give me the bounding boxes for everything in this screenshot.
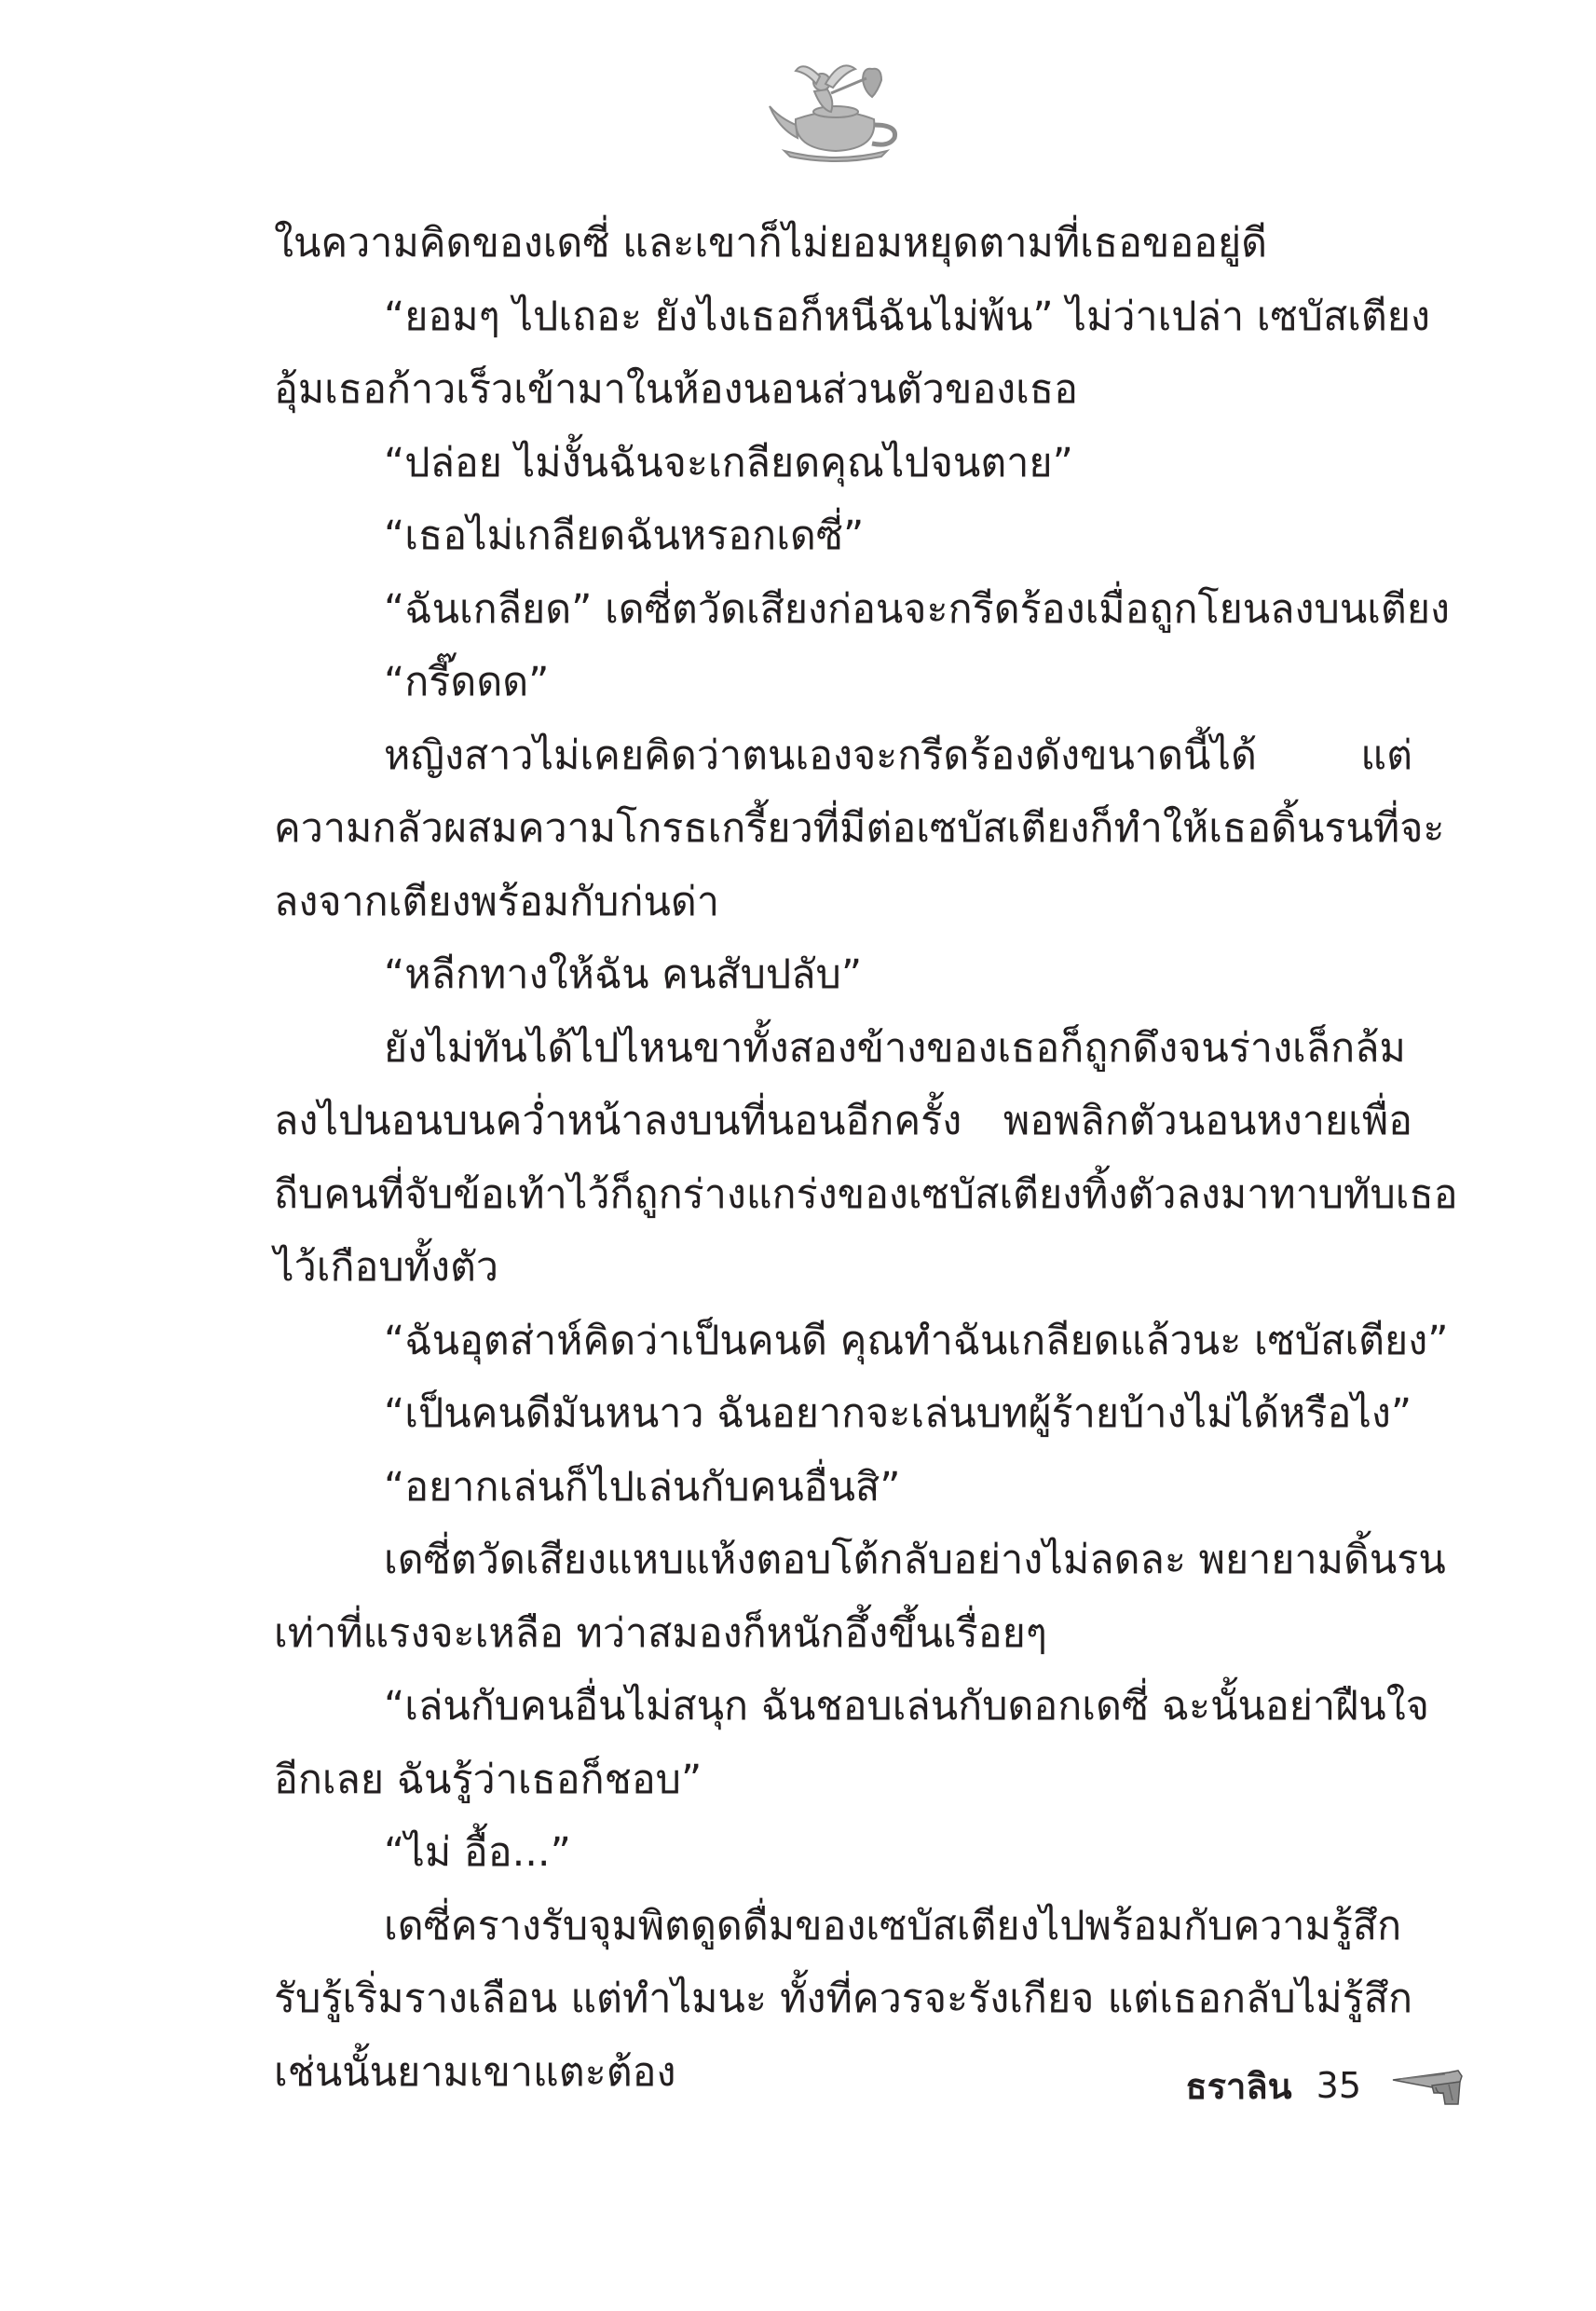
text-line: “ปล่อย ไม่งั้นฉันจะเกลียดคุณไปจนตาย” <box>384 439 1073 486</box>
text-line: ลงจากเตียงพร้อมกับก่นด่า <box>274 878 719 925</box>
text-line: “อยากเล่นก็ไปเล่นกับคนอื่นสิ” <box>384 1463 901 1511</box>
page-number: 35 <box>1316 2065 1361 2106</box>
text-line: เท่าที่แรงจะเหลือ ทว่าสมองก็หนักอึ้งขึ้นเรื่อยๆ <box>274 1609 1047 1657</box>
pistol-icon <box>1391 2065 1467 2106</box>
cupid-teapot-icon <box>766 54 906 164</box>
text-line: หญิงสาวไม่เคยคิดว่าตนเองจะกรีดร้องดังขนาดนี้ได้ แต่ <box>384 732 1412 779</box>
text-line: ความกลัวผสมความโกรธเกรี้ยวที่มีต่อเซบัสเตียงก็ทำให้เธอดิ้นรนที่จะ <box>274 805 1445 852</box>
text-line: “หลีกทางให้ฉัน คนสับปลับ” <box>384 951 863 998</box>
text-line: “ฉันเกลียด” เดซี่ตวัดเสียงก่อนจะกรีดร้องเมื่อถูกโยนลงบนเตียง <box>384 585 1451 633</box>
text-line: ถีบคนที่จับข้อเท้าไว้ก็ถูกร่างแกร่งของเซบัสเตียงทิ้งตัวลงมาทาบทับเธอ <box>274 1170 1458 1218</box>
footer-author: ธราลิน <box>1185 2065 1292 2107</box>
text-line: รับรู้เริ่มรางเลือน แต่ทำไมนะ ทั้งที่ควรจะรังเกียจ แต่เธอกลับไม่รู้สึก <box>274 1976 1412 2022</box>
text-line: “เล่นกับคนอื่นไม่สนุก ฉันชอบเล่นกับดอกเดซี่ ฉะนั้นอย่าฝืนใจ <box>384 1683 1429 1730</box>
text-line: “เธอไม่เกลียดฉันหรอกเดซี่” <box>384 513 865 559</box>
text-line: “ยอมๆ ไปเถอะ ยังไงเธอก็หนีฉันไม่พ้น” ไม่ว่าเปล่า เซบัสเตียง <box>384 293 1430 340</box>
text-line: “เป็นคนดีมันหนาว ฉันอยากจะเล่นบทผู้ร้ายบ้างไม่ได้หรือไง” <box>384 1390 1412 1437</box>
text-line: ในความคิดของเดซี่ และเขาก็ไม่ยอมหยุดตามที่เธอขออยู่ดี <box>274 220 1268 267</box>
body-text <box>274 207 1458 2109</box>
page-footer <box>1185 2058 1467 2113</box>
text-line: “ไม่ อื้อ...” <box>384 1829 571 1876</box>
text-line: เช่นนั้นยามเขาแตะต้อง <box>274 2048 676 2096</box>
text-line: เดซี่ตวัดเสียงแหบแห้งตอบโต้กลับอย่างไม่ลดละ พยายามดิ้นรน <box>384 1537 1446 1583</box>
text-line: อุ้มเธอก้าวเร็วเข้ามาในห้องนอนส่วนตัวของเธอ <box>274 366 1078 413</box>
text-line: “ฉันอุตส่าห์คิดว่าเป็นคนดี คุณทำฉันเกลียดแล้วนะ เซบัสเตียง” <box>384 1317 1449 1364</box>
text-line: ยังไม่ทันได้ไปไหนขาทั้งสองข้างของเธอก็ถูกดึงจนร่างเล็กล้ม <box>384 1024 1406 1072</box>
text-line: ลงไปนอนบนคว่ำหน้าลงบนที่นอนอีกครั้ง พอพลิกตัวนอนหงายเพื่อ <box>274 1098 1412 1144</box>
text-line: อีกเลย ฉันรู้ว่าเธอก็ชอบ” <box>274 1756 703 1803</box>
text-line: ไว้เกือบทั้งตัว <box>274 1244 499 1291</box>
text-line: เดซี่ครางรับจุมพิตดูดดื่มของเซบัสเตียงไปพร้อมกับความรู้สึก <box>384 1902 1402 1949</box>
text-line: “กรี๊ดดด” <box>384 659 550 705</box>
